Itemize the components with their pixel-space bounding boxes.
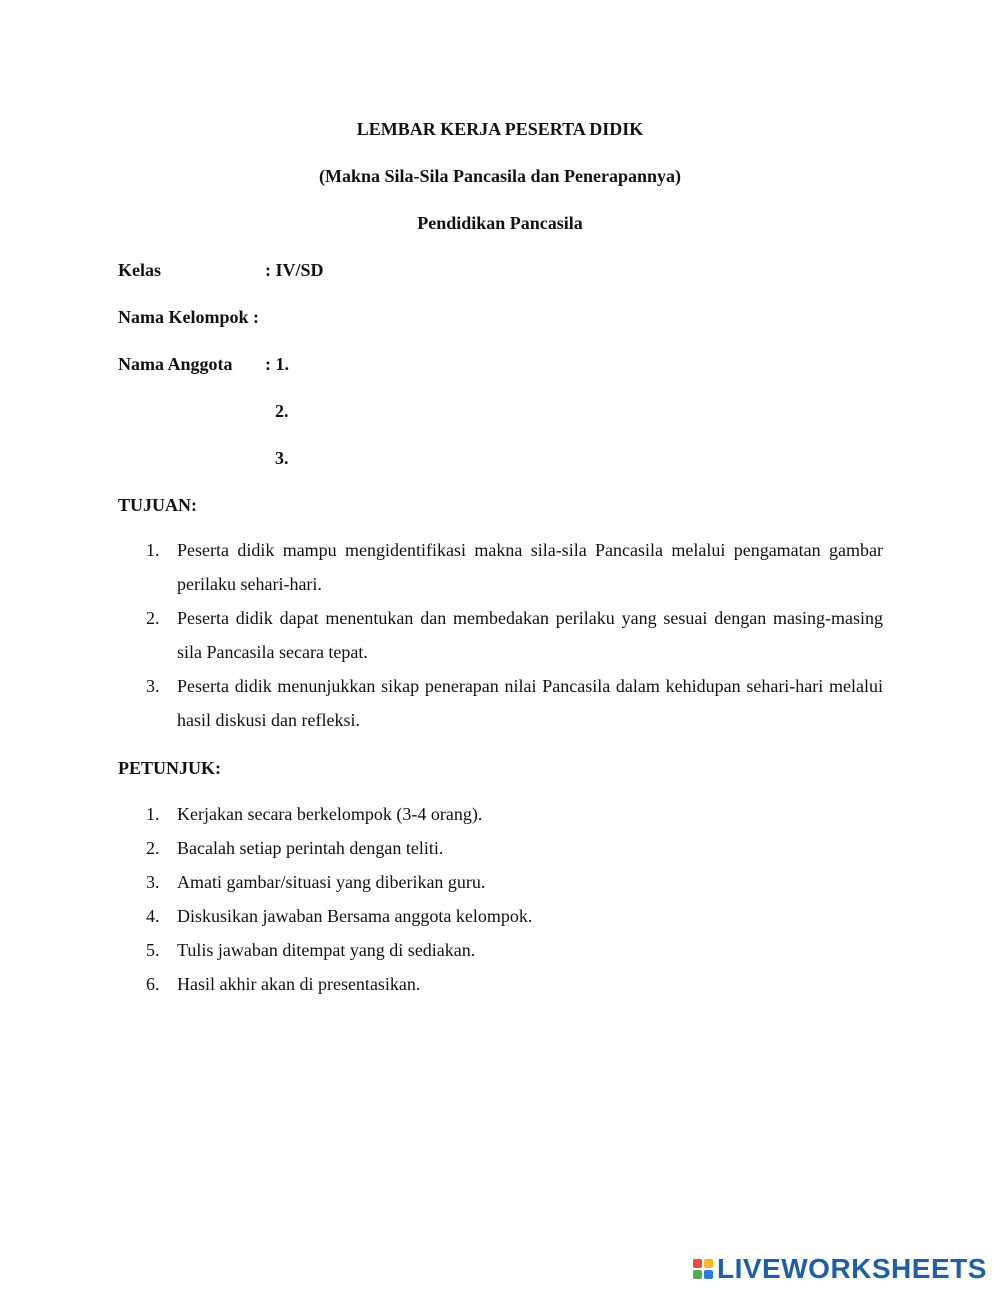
tujuan-list [118,533,883,737]
logo-square-blue [704,1270,713,1279]
list-text: Peserta didik menunjukkan sikap penerapan nilai Pancasila dalam kehidupan sehari-hari melalui hasil diskusi dan refleksi. [177,676,883,730]
worksheet-title: LEMBAR KERJA PESERTA DIDIK [356,119,644,139]
list-number: 1. [146,540,160,560]
petunjuk-item [118,797,883,831]
list-number: 2. [146,608,160,628]
list-number: 1. [146,804,160,824]
liveworksheets-logo-text: LIVEWORKSHEETS [717,1253,987,1284]
petunjuk-item [118,967,883,1001]
list-number: 6. [146,974,160,994]
worksheet-subtitle: (Makna Sila-Sila Pancasila dan Penerapannya) [318,166,682,186]
logo-square-yellow [704,1259,713,1268]
list-text: Bacalah setiap perintah dengan teliti. [177,838,444,858]
tujuan-item [118,533,883,601]
list-number: 5. [146,940,160,960]
petunjuk-item [118,865,883,899]
list-text: Tulis jawaban ditempat yang di sediakan. [177,940,476,960]
list-text: Peserta didik dapat menentukan dan membedakan perilaku yang sesuai dengan masing-masing sila Pancasila secara tepat. [177,608,883,662]
anggota-number-2: 2. [275,401,289,421]
liveworksheets-logo-icon [693,1259,713,1279]
liveworksheets-logo[interactable] [693,1254,987,1284]
petunjuk-item [118,899,883,933]
subject-name: Pendidikan Pancasila [417,213,583,233]
anggota-label: Nama Anggota [118,354,233,374]
petunjuk-item [118,831,883,865]
logo-square-green [693,1270,702,1279]
anggota-number-1: : 1. [265,354,289,374]
petunjuk-list [118,797,883,1001]
list-text: Peserta didik mampu mengidentifikasi makna sila-sila Pancasila melalui pengamatan gambar perilaku sehari-hari. [177,540,883,594]
logo-square-red [693,1259,702,1268]
list-number: 2. [146,838,160,858]
petunjuk-item [118,933,883,967]
list-number: 4. [146,906,160,926]
list-text: Kerjakan secara berkelompok (3-4 orang). [177,804,483,824]
anggota-number-3: 3. [275,448,289,468]
tujuan-heading: TUJUAN: [118,495,197,515]
list-text: Amati gambar/situasi yang diberikan guru. [177,872,486,892]
list-number: 3. [146,676,160,696]
list-text: Diskusikan jawaban Bersama anggota kelompok. [177,906,533,926]
kelas-label: Kelas [118,260,161,280]
kelompok-label: Nama Kelompok : [118,307,259,327]
list-number: 3. [146,872,160,892]
tujuan-item [118,601,883,669]
kelas-value: : IV/SD [265,260,324,280]
tujuan-item [118,669,883,737]
list-text: Hasil akhir akan di presentasikan. [177,974,421,994]
petunjuk-heading: PETUNJUK: [118,758,221,778]
